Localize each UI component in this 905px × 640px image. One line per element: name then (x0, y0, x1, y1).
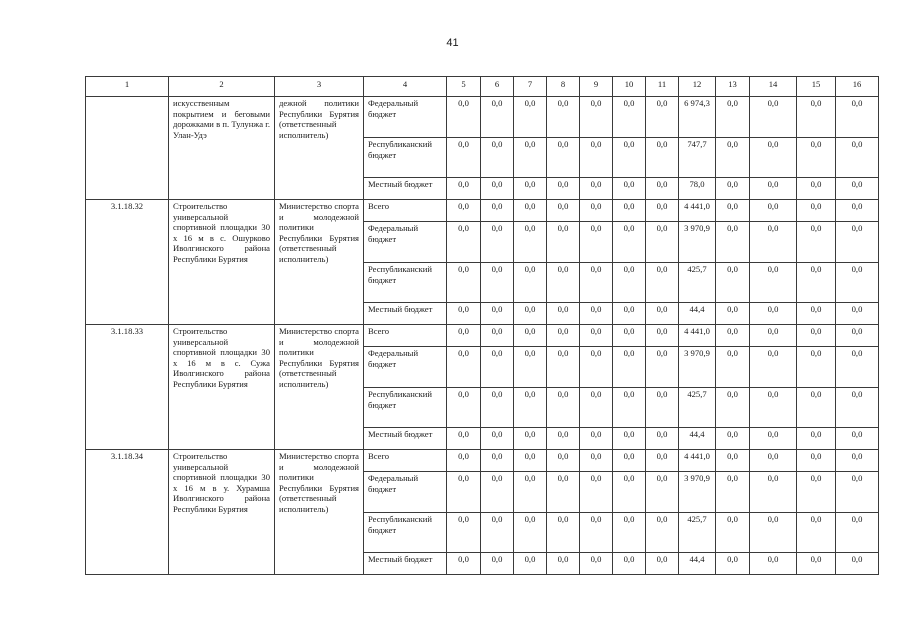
value-cell: 0,0 (481, 428, 514, 450)
value-cell: 0,0 (836, 513, 879, 553)
column-header: 2 (169, 77, 275, 97)
value-cell: 0,0 (646, 450, 679, 472)
funding-source: Местный бюджет (364, 553, 447, 575)
funding-source: Федеральный бюджет (364, 222, 447, 263)
value-cell: 0,0 (514, 263, 547, 303)
value-cell: 4 441,0 (679, 325, 716, 347)
value-cell: 0,0 (797, 388, 836, 428)
value-cell: 0,0 (797, 450, 836, 472)
value-cell: 0,0 (716, 222, 750, 263)
value-cell: 78,0 (679, 178, 716, 200)
value-cell: 0,0 (481, 263, 514, 303)
value-cell: 0,0 (797, 200, 836, 222)
funding-source: Местный бюджет (364, 428, 447, 450)
value-cell: 0,0 (547, 472, 580, 513)
value-cell: 0,0 (836, 553, 879, 575)
value-cell: 0,0 (750, 138, 797, 178)
value-cell: 0,0 (613, 97, 646, 138)
funding-source: Всего (364, 450, 447, 472)
column-header: 4 (364, 77, 447, 97)
value-cell: 0,0 (580, 303, 613, 325)
value-cell: 0,0 (580, 263, 613, 303)
value-cell: 0,0 (613, 325, 646, 347)
value-cell: 425,7 (679, 513, 716, 553)
value-cell: 0,0 (447, 428, 481, 450)
value-cell: 0,0 (750, 200, 797, 222)
value-cell: 0,0 (797, 513, 836, 553)
value-cell: 0,0 (547, 97, 580, 138)
column-header: 3 (275, 77, 364, 97)
value-cell: 0,0 (646, 513, 679, 553)
table-row (86, 450, 879, 472)
value-cell: 0,0 (797, 178, 836, 200)
value-cell: 0,0 (580, 513, 613, 553)
column-header: 15 (797, 77, 836, 97)
value-cell: 0,0 (547, 428, 580, 450)
value-cell: 0,0 (797, 553, 836, 575)
column-header: 12 (679, 77, 716, 97)
measure-name: Строительство универсальной спортивной площадки 30 х 16 м в с. Ошурково Иволгинского района Республики Бурятия (169, 200, 275, 325)
value-cell: 0,0 (716, 428, 750, 450)
column-header: 14 (750, 77, 797, 97)
value-cell: 0,0 (716, 388, 750, 428)
value-cell: 0,0 (547, 513, 580, 553)
funding-source: Федеральный бюджет (364, 97, 447, 138)
value-cell: 0,0 (580, 97, 613, 138)
value-cell: 0,0 (447, 263, 481, 303)
measure-name: искусственным покрытием и беговыми дорожками в п. Тулунжа г. Улан-Удэ (169, 97, 275, 200)
value-cell: 0,0 (514, 472, 547, 513)
value-cell: 0,0 (613, 303, 646, 325)
funding-source: Республиканский бюджет (364, 138, 447, 178)
value-cell: 425,7 (679, 388, 716, 428)
value-cell: 0,0 (646, 97, 679, 138)
value-cell: 0,0 (646, 138, 679, 178)
value-cell: 0,0 (836, 347, 879, 388)
value-cell: 0,0 (481, 388, 514, 428)
value-cell: 0,0 (580, 200, 613, 222)
measure-name: Строительство универсальной спортивной площадки 30 х 16 м в с. Сужа Иволгинского района Республики Бурятия (169, 325, 275, 450)
value-cell: 0,0 (646, 303, 679, 325)
value-cell: 0,0 (646, 428, 679, 450)
value-cell: 0,0 (547, 200, 580, 222)
value-cell: 0,0 (613, 138, 646, 178)
table-row (86, 200, 879, 222)
value-cell: 0,0 (514, 347, 547, 388)
value-cell: 0,0 (750, 222, 797, 263)
value-cell: 0,0 (646, 200, 679, 222)
value-cell: 0,0 (580, 388, 613, 428)
value-cell: 4 441,0 (679, 450, 716, 472)
value-cell: 0,0 (613, 178, 646, 200)
value-cell: 0,0 (514, 303, 547, 325)
value-cell: 0,0 (750, 553, 797, 575)
value-cell: 0,0 (547, 347, 580, 388)
value-cell: 3 970,9 (679, 472, 716, 513)
page-number: 41 (446, 37, 459, 49)
value-cell: 0,0 (514, 97, 547, 138)
value-cell: 0,0 (836, 200, 879, 222)
value-cell: 0,0 (447, 97, 481, 138)
value-cell: 0,0 (447, 178, 481, 200)
value-cell: 0,0 (481, 513, 514, 553)
value-cell: 0,0 (836, 388, 879, 428)
value-cell: 0,0 (716, 513, 750, 553)
funding-source: Местный бюджет (364, 178, 447, 200)
column-header: 1 (86, 77, 169, 97)
value-cell: 0,0 (447, 347, 481, 388)
funding-source: Федеральный бюджет (364, 347, 447, 388)
value-cell: 0,0 (646, 388, 679, 428)
value-cell: 44,4 (679, 553, 716, 575)
column-header: 5 (447, 77, 481, 97)
value-cell: 747,7 (679, 138, 716, 178)
header-row (86, 77, 879, 97)
value-cell: 44,4 (679, 303, 716, 325)
value-cell: 0,0 (716, 303, 750, 325)
value-cell: 425,7 (679, 263, 716, 303)
value-cell: 0,0 (447, 200, 481, 222)
value-cell: 0,0 (797, 428, 836, 450)
value-cell: 0,0 (580, 428, 613, 450)
value-cell: 0,0 (447, 138, 481, 178)
value-cell: 6 974,3 (679, 97, 716, 138)
value-cell: 0,0 (514, 325, 547, 347)
value-cell: 0,0 (716, 553, 750, 575)
value-cell: 0,0 (447, 325, 481, 347)
value-cell: 0,0 (547, 138, 580, 178)
value-cell: 0,0 (613, 553, 646, 575)
value-cell: 3 970,9 (679, 222, 716, 263)
value-cell: 0,0 (797, 263, 836, 303)
row-code-cell (86, 97, 169, 200)
budget-table (85, 76, 879, 575)
value-cell: 0,0 (836, 325, 879, 347)
value-cell: 0,0 (716, 138, 750, 178)
value-cell: 4 441,0 (679, 200, 716, 222)
value-cell: 0,0 (514, 138, 547, 178)
value-cell: 0,0 (447, 472, 481, 513)
column-header: 9 (580, 77, 613, 97)
value-cell: 0,0 (836, 450, 879, 472)
value-cell: 0,0 (547, 325, 580, 347)
value-cell: 0,0 (481, 472, 514, 513)
value-cell: 0,0 (797, 325, 836, 347)
value-cell: 0,0 (481, 222, 514, 263)
value-cell: 0,0 (646, 178, 679, 200)
value-cell: 0,0 (447, 553, 481, 575)
value-cell: 0,0 (481, 138, 514, 178)
value-cell: 0,0 (580, 178, 613, 200)
value-cell: 0,0 (716, 347, 750, 388)
value-cell: 0,0 (514, 553, 547, 575)
column-header: 16 (836, 77, 879, 97)
funding-source: Федеральный бюджет (364, 472, 447, 513)
value-cell: 0,0 (547, 263, 580, 303)
row-code: 3.1.18.33 (86, 325, 169, 450)
funding-source: Всего (364, 325, 447, 347)
value-cell: 0,0 (613, 388, 646, 428)
value-cell: 0,0 (447, 222, 481, 263)
value-cell: 0,0 (797, 303, 836, 325)
column-header: 6 (481, 77, 514, 97)
row-code: 3.1.18.32 (86, 200, 169, 325)
value-cell: 0,0 (447, 388, 481, 428)
value-cell: 0,0 (481, 553, 514, 575)
value-cell: 0,0 (716, 263, 750, 303)
funding-source: Республиканский бюджет (364, 388, 447, 428)
value-cell: 0,0 (547, 222, 580, 263)
row-code: 3.1.18.34 (86, 450, 169, 575)
value-cell: 0,0 (613, 200, 646, 222)
table-row (86, 97, 879, 138)
value-cell: 0,0 (481, 303, 514, 325)
value-cell: 0,0 (481, 200, 514, 222)
value-cell: 0,0 (514, 428, 547, 450)
value-cell: 0,0 (750, 178, 797, 200)
value-cell: 0,0 (447, 513, 481, 553)
value-cell: 0,0 (716, 200, 750, 222)
value-cell: 0,0 (750, 450, 797, 472)
value-cell: 0,0 (580, 450, 613, 472)
value-cell: 0,0 (836, 222, 879, 263)
value-cell: 0,0 (646, 472, 679, 513)
funding-source: Всего (364, 200, 447, 222)
value-cell: 0,0 (750, 325, 797, 347)
value-cell: 0,0 (613, 428, 646, 450)
column-header: 8 (547, 77, 580, 97)
value-cell: 0,0 (716, 97, 750, 138)
column-header: 10 (613, 77, 646, 97)
value-cell: 0,0 (481, 450, 514, 472)
value-cell: 0,0 (613, 222, 646, 263)
value-cell: 0,0 (514, 200, 547, 222)
value-cell: 0,0 (580, 325, 613, 347)
value-cell: 0,0 (580, 553, 613, 575)
value-cell: 0,0 (716, 472, 750, 513)
value-cell: 0,0 (580, 222, 613, 263)
value-cell: 0,0 (750, 513, 797, 553)
value-cell: 0,0 (514, 222, 547, 263)
value-cell: 0,0 (750, 428, 797, 450)
value-cell: 0,0 (646, 263, 679, 303)
value-cell: 0,0 (580, 347, 613, 388)
value-cell: 0,0 (613, 263, 646, 303)
column-header: 7 (514, 77, 547, 97)
value-cell: 0,0 (750, 303, 797, 325)
value-cell: 0,0 (797, 347, 836, 388)
value-cell: 0,0 (750, 388, 797, 428)
value-cell: 0,0 (447, 450, 481, 472)
value-cell: 0,0 (481, 347, 514, 388)
value-cell: 0,0 (514, 388, 547, 428)
value-cell: 0,0 (836, 263, 879, 303)
value-cell: 0,0 (750, 472, 797, 513)
value-cell: 0,0 (547, 450, 580, 472)
value-cell: 0,0 (836, 428, 879, 450)
value-cell: 0,0 (646, 325, 679, 347)
value-cell: 0,0 (514, 450, 547, 472)
value-cell: 0,0 (716, 325, 750, 347)
value-cell: 0,0 (547, 303, 580, 325)
value-cell: 0,0 (481, 325, 514, 347)
funding-source: Местный бюджет (364, 303, 447, 325)
executor-name: Министерство спорта и молодежной политики Республики Бурятия (ответственный исполнитель) (275, 200, 364, 325)
value-cell: 0,0 (514, 178, 547, 200)
funding-source: Республиканский бюджет (364, 513, 447, 553)
value-cell: 0,0 (750, 97, 797, 138)
value-cell: 0,0 (646, 553, 679, 575)
executor-name: Министерство спорта и молодежной политики Республики Бурятия (ответственный исполнитель) (275, 450, 364, 575)
value-cell: 0,0 (547, 178, 580, 200)
column-header: 11 (646, 77, 679, 97)
value-cell: 0,0 (547, 553, 580, 575)
column-header: 13 (716, 77, 750, 97)
value-cell: 0,0 (646, 347, 679, 388)
value-cell: 0,0 (613, 513, 646, 553)
value-cell: 0,0 (716, 178, 750, 200)
value-cell: 0,0 (613, 347, 646, 388)
value-cell: 3 970,9 (679, 347, 716, 388)
executor-name: Министерство спорта и молодежной политики Республики Бурятия (ответственный исполнитель) (275, 325, 364, 450)
value-cell: 0,0 (797, 472, 836, 513)
value-cell: 0,0 (547, 388, 580, 428)
value-cell: 0,0 (481, 97, 514, 138)
value-cell: 0,0 (447, 303, 481, 325)
value-cell: 0,0 (646, 222, 679, 263)
value-cell: 0,0 (797, 97, 836, 138)
value-cell: 0,0 (750, 263, 797, 303)
table-row (86, 325, 879, 347)
value-cell: 0,0 (836, 138, 879, 178)
value-cell: 0,0 (836, 97, 879, 138)
funding-source: Республиканский бюджет (364, 263, 447, 303)
measure-name: Строительство универсальной спортивной площадки 30 х 16 м в у. Хурамша Иволгинского района Республики Бурятия (169, 450, 275, 575)
value-cell: 0,0 (750, 347, 797, 388)
value-cell: 0,0 (580, 138, 613, 178)
value-cell: 0,0 (613, 472, 646, 513)
value-cell: 0,0 (514, 513, 547, 553)
value-cell: 0,0 (613, 450, 646, 472)
value-cell: 0,0 (716, 450, 750, 472)
value-cell: 0,0 (797, 222, 836, 263)
value-cell: 0,0 (797, 138, 836, 178)
value-cell: 0,0 (481, 178, 514, 200)
executor-name: дежной политики Республики Бурятия (ответственный исполнитель) (275, 97, 364, 200)
value-cell: 0,0 (836, 303, 879, 325)
value-cell: 0,0 (836, 178, 879, 200)
value-cell: 0,0 (836, 472, 879, 513)
value-cell: 0,0 (580, 472, 613, 513)
value-cell: 44,4 (679, 428, 716, 450)
